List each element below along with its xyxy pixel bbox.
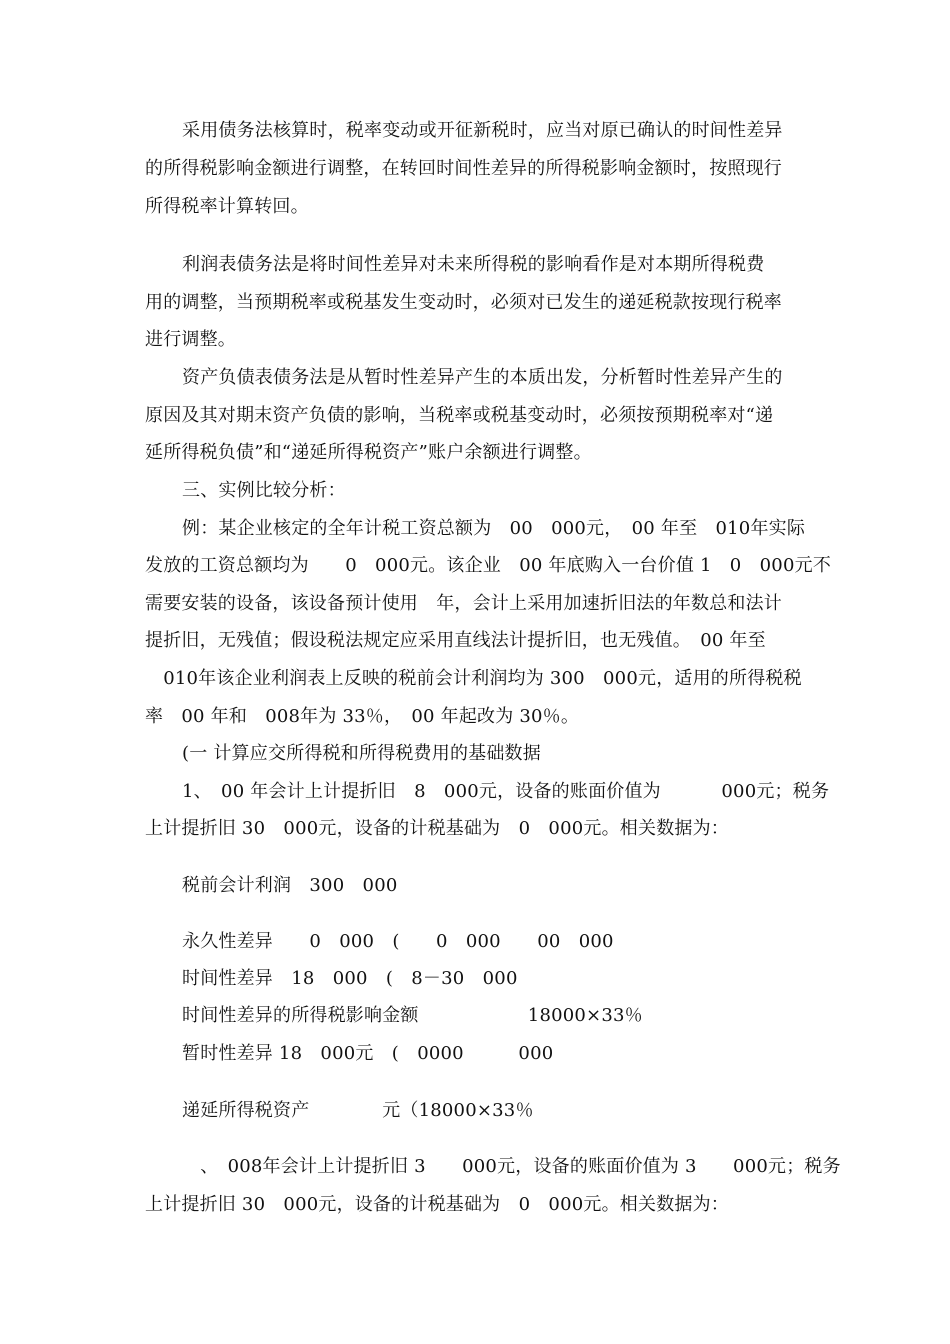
paragraph-line: 延所得税负债”和“递延所得税资产”账户余额进行调整。 <box>145 442 592 463</box>
item-line: 上计提折旧 30 000元，设备的计税基础为 0 000元。相关数据为： <box>145 818 729 839</box>
paragraph-line: 用的调整，当预期税率或税基发生变动时，必须对已发生的递延税款按现行税率 <box>145 292 782 313</box>
example-line: 需要安装的设备，该设备预计使用 年，会计上采用加速折旧法的年数总和法计 <box>145 593 782 614</box>
data-row: 时间性差异的所得税影响金额 18000×33％ <box>182 1005 643 1026</box>
data-row: 永久性差异 0 000 ( 0 000 00 000 <box>182 931 614 952</box>
example-line: 提折旧，无残值；假设税法规定应采用直线法计提折旧，也无残值。 00 年至 <box>145 630 766 651</box>
item-line: 、 008年会计上计提折旧 3 000元，设备的账面价值为 3 000元；税务 <box>182 1156 841 1177</box>
item-line: 上计提折旧 30 000元，设备的计税基础为 0 000元。相关数据为： <box>145 1194 729 1215</box>
paragraph-line: 所得税率计算转回。 <box>145 196 309 217</box>
item-line: 1、 00 年会计上计提折旧 8 000元，设备的账面价值为 000元；税务 <box>182 781 830 802</box>
example-line: 发放的工资总额均为 0 000元。该企业 00 年底购入一台价值 1 0 000元不 <box>145 555 832 576</box>
data-row: 暂时性差异 18 000元 ( 0000 000 <box>182 1043 554 1064</box>
paragraph-line: 的所得税影响金额进行调整，在转回时间性差异的所得税影响金额时，按照现行 <box>145 158 782 179</box>
paragraph-line: 利润表债务法是将时间性差异对未来所得税的影响看作是对本期所得税费 <box>182 254 765 275</box>
subheading: (一 计算应交所得税和所得税费用的基础数据 <box>182 743 541 764</box>
data-row: 时间性差异 18 000 ( 8－30 000 <box>182 968 518 989</box>
example-line: 例：某企业核定的全年计税工资总额为 00 000元， 00 年至 010年实际 <box>182 518 806 539</box>
data-row: 递延所得税资产 元（18000×33％ <box>182 1100 534 1121</box>
paragraph-line: 采用债务法核算时，税率变动或开征新税时，应当对原已确认的时间性差异 <box>182 120 783 141</box>
example-line: 率 00 年和 008年为 33％， 00 年起改为 30％。 <box>145 706 580 727</box>
paragraph-line: 资产负债表债务法是从暂时性差异产生的本质出发，分析暂时性差异产生的 <box>182 367 783 388</box>
paragraph-line: 进行调整。 <box>145 329 236 350</box>
paragraph-line: 原因及其对期末资产负债的影响，当税率或税基变动时，必须按预期税率对“递 <box>145 405 774 426</box>
section-heading: 三、实例比较分析： <box>182 480 346 501</box>
example-line: 010年该企业利润表上反映的税前会计利润均为 300 000元，适用的所得税税 <box>145 668 802 689</box>
data-row: 税前会计利润 300 000 <box>182 875 398 896</box>
